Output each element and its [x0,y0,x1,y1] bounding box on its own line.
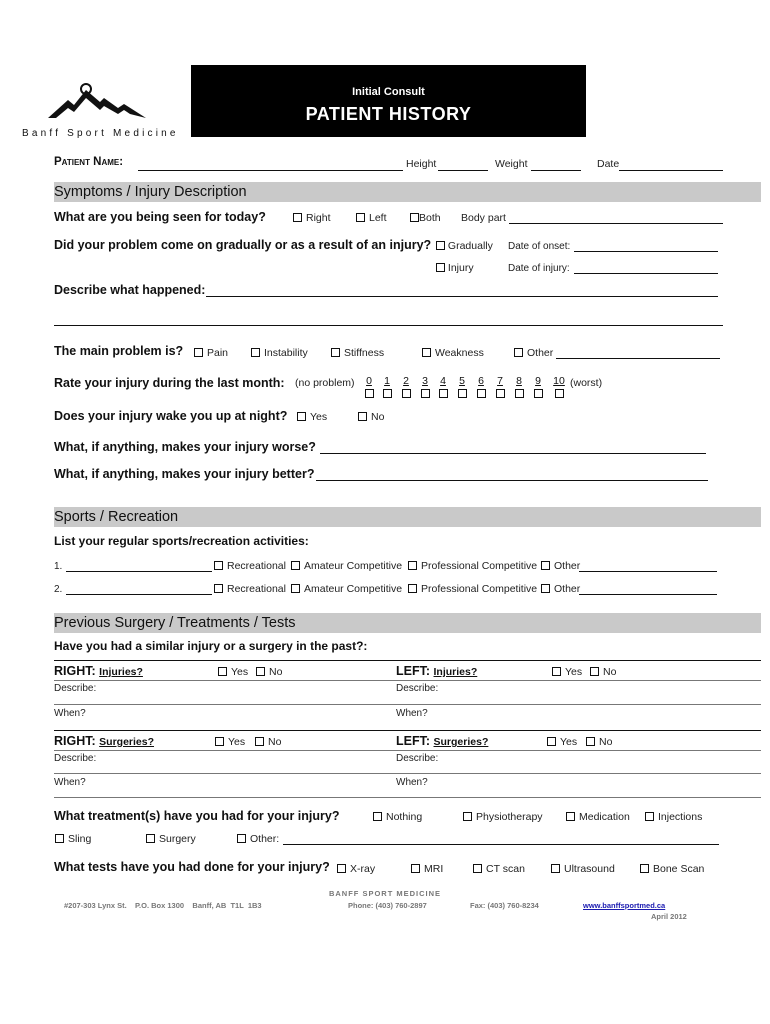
checkbox[interactable] [515,389,524,398]
left-injuries-yes[interactable] [552,666,582,678]
option-label: No [371,411,385,423]
scale-label: 8 [516,375,522,387]
option-label: Professional Competitive [421,560,538,572]
checkbox[interactable] [194,348,203,357]
rate-option-3[interactable] [419,375,431,398]
side-label: RIGHT: [54,664,96,678]
height-label: Height [406,158,437,170]
rate-option-7[interactable] [494,375,506,398]
option-label: MRI [424,863,444,875]
right-surgeries-describe[interactable]: Describe: [54,753,97,764]
divider [54,660,761,661]
date-onset-field[interactable] [574,251,718,252]
checkbox[interactable] [463,812,472,821]
describe-question: Describe what happened: [54,283,206,297]
option-label: X-ray [350,863,376,875]
checkbox[interactable] [436,241,445,250]
checkbox[interactable] [297,412,306,421]
divider [54,680,761,681]
checkbox[interactable] [566,812,575,821]
sport-1-amateur[interactable] [291,560,402,572]
checkbox[interactable] [477,389,486,398]
left-injuries-label [396,664,477,678]
section-sports-heading: Sports / Recreation [54,509,179,525]
divider [54,797,761,798]
sport-2-amateur[interactable] [291,583,402,595]
sport-2-field[interactable] [66,594,212,595]
treatment-other-option[interactable] [237,833,279,845]
topic-label: Surgeries? [99,736,155,748]
test-bonescan-option[interactable] [640,863,704,875]
checkbox[interactable] [514,348,523,357]
rate-no-problem-label: (no problem) [295,377,355,389]
checkbox[interactable] [365,389,374,398]
checkbox[interactable] [547,737,556,746]
weight-label: Weight [495,158,528,170]
option-label: Yes [310,411,328,423]
main-other-option[interactable] [514,347,553,359]
checkbox[interactable] [237,834,246,843]
option-label: Nothing [386,811,423,823]
checkbox[interactable] [383,389,392,398]
scale-label: 7 [497,375,503,387]
header-subtitle: Initial Consult [352,86,425,98]
option-label: Other: [250,833,280,845]
seen-both-option[interactable] [410,212,441,224]
body-part-field[interactable] [509,223,723,224]
rate-worst-label: (worst) [570,377,603,389]
left-injuries-describe[interactable]: Describe: [396,683,439,694]
checkbox[interactable] [439,389,448,398]
checkbox[interactable] [410,213,419,222]
checkbox[interactable] [55,834,64,843]
sports-list-question: List your regular sports/recreation activities: [54,534,309,548]
sport-1-professional[interactable] [408,560,537,572]
option-label: Surgery [159,833,196,845]
treatment-injections-option[interactable] [645,811,702,823]
describe-field-2[interactable] [54,325,723,326]
right-surgeries-no[interactable] [255,736,281,748]
main-weakness-option[interactable] [422,347,484,359]
option-label: Bone Scan [653,863,705,875]
checkbox[interactable] [421,389,430,398]
checkbox[interactable] [640,864,649,873]
body-part-label: Body part [461,212,506,224]
rate-option-2[interactable] [400,375,412,398]
option-label: Left [369,212,387,224]
sport-1-other[interactable] [541,560,580,572]
option-label: Professional Competitive [421,583,538,595]
checkbox[interactable] [590,667,599,676]
option-label: Right [306,212,331,224]
mountain-logo-icon [46,80,148,124]
option-label: Yes [560,736,578,748]
similar-question: Have you had a similar injury or a surgery in the past?: [54,639,368,653]
checkbox[interactable] [356,213,365,222]
option-label: Other [554,583,581,595]
checkbox[interactable] [552,667,561,676]
date-onset-label: Date of onset: [508,241,571,252]
onset-question: Did your problem come on gradually or as a result of an injury? [54,238,432,252]
weight-field[interactable] [531,170,581,171]
option-label: Injury [447,262,474,274]
sport-1-recreational[interactable] [214,560,286,572]
rate-option-6[interactable] [475,375,487,398]
divider [54,704,761,705]
rate-option-4[interactable] [437,375,449,398]
footer-address: #207-303 Lynx St. P.O. Box 1300 Banff, AB T1L 1B3 [64,901,262,910]
checkbox[interactable] [291,584,300,593]
worse-field[interactable] [320,453,706,454]
checkbox[interactable] [256,667,265,676]
section-sports [54,507,761,527]
checkbox[interactable] [541,584,550,593]
date-injury-field[interactable] [574,273,718,274]
tests-question: What tests have you had done for your injury? [54,860,330,874]
option-label: Yes [228,736,246,748]
rate-option-1[interactable] [381,375,393,398]
divider [54,730,761,731]
section-symptoms-heading: Symptoms / Injury Description [54,184,247,200]
option-label: Other [527,347,554,359]
topic-label: Injuries? [99,666,143,678]
option-label: Both [419,212,441,224]
describe-field-1[interactable] [206,296,718,297]
checkbox[interactable] [473,864,482,873]
left-surgeries-when[interactable]: When? [396,777,428,788]
option-label: No [269,666,283,678]
checkbox[interactable] [551,864,560,873]
option-label: Amateur Competitive [304,560,403,572]
main-instability-option[interactable] [251,347,308,359]
test-xray-option[interactable] [337,863,375,875]
rate-option-9[interactable] [532,375,544,398]
checkbox[interactable] [251,348,260,357]
wake-yes-option[interactable] [297,411,327,423]
side-label: RIGHT: [54,734,96,748]
left-surgeries-no[interactable] [586,736,612,748]
option-label: Amateur Competitive [304,583,403,595]
right-surgeries-label [54,734,154,748]
treatment-medication-option[interactable] [566,811,630,823]
checkbox[interactable] [373,812,382,821]
option-label: Stiffness [344,347,385,359]
option-label: No [599,736,613,748]
checkbox[interactable] [411,864,420,873]
option-label: Recreational [227,583,286,595]
option-label: Ultrasound [564,863,615,875]
checkbox[interactable] [496,389,505,398]
date-label: Date [597,158,620,170]
rate-question: Rate your injury during the last month: [54,376,285,390]
sport-1-field[interactable] [66,571,212,572]
option-label: Gradually [447,240,493,252]
rate-option-0[interactable] [363,375,375,398]
scale-label: 10 [553,375,565,387]
treatment-question: What treatment(s) have you had for your injury? [54,809,340,823]
checkbox[interactable] [534,389,543,398]
date-injury-label: Date of injury: [508,263,570,274]
treatment-other-field[interactable] [283,844,719,845]
checkbox[interactable] [293,213,302,222]
scale-label: 2 [403,375,409,387]
seen-question: What are you being seen for today? [54,210,266,224]
rate-option-5[interactable] [456,375,468,398]
wake-no-option[interactable] [358,411,384,423]
footer-website-link[interactable]: www.banffsportmed.ca [583,901,666,910]
checkbox[interactable] [215,737,224,746]
title-block [191,65,586,137]
footer-fax: Fax: (403) 760-8234 [470,901,539,910]
option-label: No [603,666,617,678]
treatment-surgery-option[interactable] [146,833,196,845]
patient-name-label: Patient Name: [54,156,124,168]
checkbox[interactable] [436,263,445,272]
main-stiffness-option[interactable] [331,347,384,359]
footer-date: April 2012 [651,912,687,921]
main-pain-option[interactable] [194,347,228,359]
right-surgeries-yes[interactable] [215,736,245,748]
checkbox[interactable] [408,561,417,570]
sport-2-professional[interactable] [408,583,537,595]
left-injuries-no[interactable] [590,666,616,678]
onset-gradually-option[interactable] [436,240,493,252]
treatment-sling-option[interactable] [55,833,91,845]
scale-label: 3 [422,375,428,387]
option-label: Yes [231,666,249,678]
divider [54,773,761,774]
option-label: Recreational [227,560,286,572]
sport-2-number: 2. [54,584,63,595]
checkbox[interactable] [146,834,155,843]
option-label: No [268,736,282,748]
scale-label: 4 [440,375,446,387]
right-surgeries-when[interactable]: When? [54,777,86,788]
right-injuries-no[interactable] [256,666,282,678]
treatment-physio-option[interactable] [463,811,543,823]
right-injuries-describe[interactable]: Describe: [54,683,97,694]
right-injuries-label [54,664,143,678]
test-ct-option[interactable] [473,863,525,875]
footer-org: BANFF SPORT MEDICINE [328,889,442,898]
better-field[interactable] [316,480,708,481]
checkbox[interactable] [337,864,346,873]
test-mri-option[interactable] [411,863,443,875]
option-label: Weakness [435,347,484,359]
checkbox[interactable] [408,584,417,593]
checkbox[interactable] [291,561,300,570]
checkbox[interactable] [402,389,411,398]
left-surgeries-label [396,734,488,748]
treatment-nothing-option[interactable] [373,811,422,823]
option-label: Injections [658,811,703,823]
page-title: PATIENT HISTORY [305,104,472,124]
option-label: Medication [579,811,630,823]
main-problem-question: The main problem is? [54,344,184,358]
side-label: LEFT: [396,664,431,678]
side-label: LEFT: [396,734,431,748]
option-label: Yes [565,666,583,678]
worse-question: What, if anything, makes your injury worse? [54,440,316,454]
scale-label: 1 [384,375,390,387]
checkbox[interactable] [541,561,550,570]
checkbox[interactable] [645,812,654,821]
option-label: Other [554,560,581,572]
wake-question: Does your injury wake you up at night? [54,409,288,423]
date-field[interactable] [619,170,723,171]
sport-1-number: 1. [54,561,63,572]
checkbox[interactable] [214,584,223,593]
right-injuries-yes[interactable] [218,666,248,678]
section-surgery-heading: Previous Surgery / Treatments / Tests [54,615,296,631]
sport-1-other-field[interactable] [579,571,717,572]
topic-label: Injuries? [433,666,478,678]
rate-option-10[interactable] [551,375,567,398]
test-ultrasound-option[interactable] [551,863,615,875]
patient-name-field[interactable] [138,170,403,171]
checkbox[interactable] [214,561,223,570]
option-label: Instability [264,347,308,359]
section-surgery [54,613,761,633]
checkbox[interactable] [218,667,227,676]
left-surgeries-describe[interactable]: Describe: [396,753,439,764]
main-other-field[interactable] [556,358,720,359]
checkbox[interactable] [255,737,264,746]
option-label: Physiotherapy [476,811,543,823]
height-field[interactable] [438,170,488,171]
footer-phone: Phone: (403) 760-2897 [348,901,427,910]
rate-option-8[interactable] [513,375,525,398]
sport-2-other-field[interactable] [579,594,717,595]
checkbox[interactable] [422,348,431,357]
right-injuries-when[interactable]: When? [54,708,86,719]
logo-text: Banff Sport Medicine [22,128,179,139]
left-injuries-when[interactable]: When? [396,708,428,719]
seen-right-option[interactable] [293,212,331,224]
left-surgeries-yes[interactable] [547,736,577,748]
option-label: Pain [207,347,229,359]
better-question: What, if anything, makes your injury better? [54,467,315,481]
section-symptoms [54,182,761,202]
checkbox[interactable] [358,412,367,421]
sport-2-other[interactable] [541,583,580,595]
seen-left-option[interactable] [356,212,387,224]
scale-label: 0 [366,375,372,387]
sport-2-recreational[interactable] [214,583,286,595]
checkbox[interactable] [586,737,595,746]
checkbox[interactable] [458,389,467,398]
topic-label: Surgeries? [433,736,489,748]
scale-label: 6 [478,375,484,387]
checkbox[interactable] [331,348,340,357]
checkbox[interactable] [555,389,564,398]
scale-label: 9 [535,375,541,387]
option-label: CT scan [486,863,525,875]
divider [54,750,761,751]
scale-label: 5 [459,375,465,387]
onset-injury-option[interactable] [436,262,474,274]
option-label: Sling [68,833,92,845]
